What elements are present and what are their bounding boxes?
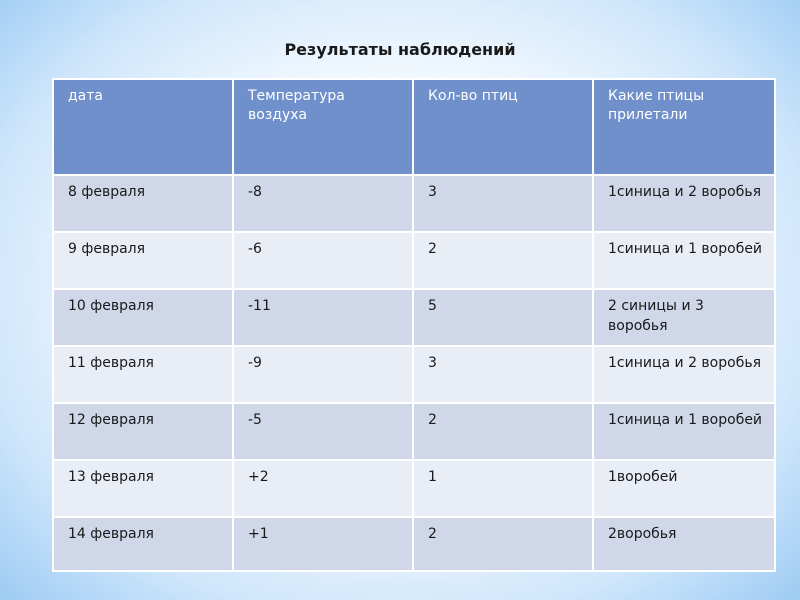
cell-bird-types: 1синица и 2 воробья [593, 346, 775, 403]
header-date: дата [53, 79, 233, 175]
table-row [53, 175, 775, 232]
cell-temperature: -5 [233, 403, 413, 460]
cell-temperature: +2 [233, 460, 413, 517]
header-bird-count: Кол-во птиц [413, 79, 593, 175]
cell-bird-types: 1синица и 2 воробья [593, 175, 775, 232]
cell-bird-count: 2 [413, 517, 593, 571]
slide-title: Результаты наблюдений [284, 40, 516, 59]
table-row [53, 346, 775, 403]
table-row [53, 403, 775, 460]
cell-bird-count: 5 [413, 289, 593, 346]
cell-bird-types: 2воробья [593, 517, 775, 571]
header-row [53, 79, 775, 175]
table-row [53, 289, 775, 346]
cell-bird-count: 3 [413, 175, 593, 232]
cell-bird-types: 1синица и 1 воробей [593, 403, 775, 460]
cell-bird-count: 2 [413, 232, 593, 289]
cell-temperature: -11 [233, 289, 413, 346]
table-row [53, 232, 775, 289]
cell-bird-count: 2 [413, 403, 593, 460]
cell-bird-count: 3 [413, 346, 593, 403]
cell-date: 9 февраля [53, 232, 233, 289]
table-row [53, 460, 775, 517]
cell-temperature: +1 [233, 517, 413, 571]
cell-date: 10 февраля [53, 289, 233, 346]
cell-date: 13 февраля [53, 460, 233, 517]
cell-bird-types: 1синица и 1 воробей [593, 232, 775, 289]
cell-date: 14 февраля [53, 517, 233, 571]
cell-date: 11 февраля [53, 346, 233, 403]
cell-date: 8 февраля [53, 175, 233, 232]
cell-temperature: -8 [233, 175, 413, 232]
cell-temperature: -9 [233, 346, 413, 403]
header-temperature: Температура воздуха [233, 79, 413, 175]
cell-bird-count: 1 [413, 460, 593, 517]
cell-date: 12 февраля [53, 403, 233, 460]
cell-bird-types: 2 синицы и 3 воробья [593, 289, 775, 346]
table-row [53, 517, 775, 571]
cell-bird-types: 1воробей [593, 460, 775, 517]
header-bird-types: Какие птицы прилетали [593, 79, 775, 175]
cell-temperature: -6 [233, 232, 413, 289]
observations-table [52, 78, 776, 572]
